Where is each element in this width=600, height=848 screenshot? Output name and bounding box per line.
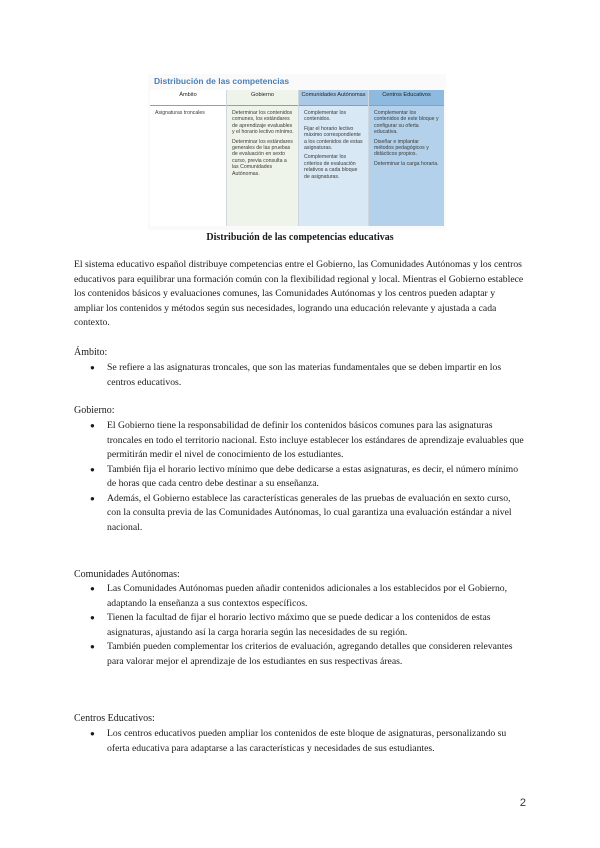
cell-ambito: Asignaturas troncales	[155, 110, 205, 116]
section-title-ambito: Ámbito:	[74, 347, 108, 358]
list-item: ● Los centros educativos pueden ampliar los contenidos de este bloque de asignaturas, personalizando su oferta educativa para adaptarse a las características y necesidades de sus estudiantes.	[90, 728, 507, 754]
column-header-ambito: Ámbito	[150, 90, 226, 106]
section-list-centros	[74, 727, 526, 756]
cell-gobierno-2: Determinar los estándares generales de las pruebas de evaluación en sexto curso, previa consulta a las Comunidades Autónomas.	[232, 138, 293, 177]
column-ccaa	[299, 90, 369, 226]
bullet-icon: ●	[90, 729, 95, 738]
bullet-icon: ●	[90, 642, 95, 651]
column-gobierno	[227, 90, 299, 226]
list-item: ● El Gobierno tiene la responsabilidad de definir los contenidos básicos comunes para las asignaturas troncales en todo el territorio nacional. Esto incluye establecer los estándares de aprendizaje evaluables que permitirán medir el nivel de conocimiento de los estudiantes.	[90, 420, 524, 460]
bullet-icon: ●	[90, 493, 95, 503]
section-title-gobierno: Gobierno:	[74, 405, 115, 416]
section-list-ambito	[74, 361, 526, 390]
list-item: ● Tienen la facultad de fijar el horario lectivo máximo que se puede dedicar a los contenidos de estas asignaturas, ajustando así la carga horaria según las necesidades de su región.	[90, 612, 491, 638]
section-title-ccaa: Comunidades Autónomas:	[74, 569, 180, 580]
figure-caption: Distribución de las competencias educativas	[206, 232, 394, 243]
bullet-icon: ●	[90, 363, 95, 372]
competencies-table-figure	[148, 74, 446, 230]
section-list-gobierno	[74, 419, 526, 535]
column-header-centros: Centros Educativos	[369, 90, 444, 106]
list-item: ● También fija el horario lectivo mínimo que debe dedicarse a estas asignaturas, es decir, el número mínimo de horas que cada centro debe destinar a su enseñanza.	[90, 463, 519, 489]
list-item: ● Se refiere a las asignaturas troncales, que son las materias fundamentales que se deben impartir en los centros educativos.	[90, 362, 502, 388]
bullet-icon: ●	[90, 613, 95, 622]
competencies-table	[150, 90, 444, 226]
list-item: ● Además, el Gobierno establece las características generales de las pruebas de evaluación en sexto curso, con la consulta previa de las Comunidades Autónomas, lo cual garantiza una evaluación estándar a nivel nacional.	[90, 492, 512, 533]
cell-centros-2: Diseñar e implantar métodos pedagógicos y didácticos propios.	[374, 138, 429, 158]
list-item: ● Las Comunidades Autónomas pueden añadir contenidos adicionales a los establecidos por el Gobierno, adaptando la enseñanza a sus contextos específicos.	[90, 583, 508, 609]
column-header-ccaa: Comunidades Autónomas	[299, 90, 368, 106]
cell-centros-1: Complementar los contenidos de este bloque y configurar su oferta educativa.	[374, 110, 439, 136]
cell-centros-3: Determinar la carga horaria.	[374, 160, 439, 167]
cell-ccaa-2: Fijar el horario lectivo máximo correspondiente a los contenidos de estas asignaturas.	[304, 125, 363, 152]
column-centros	[369, 90, 444, 226]
figure-title: Distribución de las competencias	[154, 76, 290, 86]
bullet-icon: ●	[90, 464, 95, 474]
column-header-gobierno: Gobierno	[227, 90, 298, 106]
page-number: 2	[519, 797, 526, 809]
bullet-icon: ●	[90, 421, 95, 430]
bullet-icon: ●	[90, 584, 95, 593]
cell-ccaa-1: Complementar los contenidos.	[304, 110, 347, 123]
column-ambito	[150, 90, 227, 226]
intro-paragraph: El sistema educativo español distribuye competencias entre el Gobierno, las Comunidades Autónomas y los centros educativos para equilibrar una formación común con la flexibilidad regional y local. Mientras el Gobierno establece los contenidos básicos y evaluaciones comunes, las Comunidades Autónomas y los centros pueden adaptar y ampliar los contenidos y métodos según sus necesidades, logrando una educación relevante y ajustada a cada contexto.	[74, 259, 524, 328]
section-list-ccaa	[74, 582, 526, 669]
cell-gobierno-1: Determinar los contenidos comunes, los estándares de aprendizaje evaluables y el horario lectivo mínimo.	[232, 110, 294, 136]
section-title-centros: Centros Educativos:	[74, 713, 155, 724]
cell-ccaa-3: Complementar los criterios de evaluación relativos a cada bloque de asignaturas.	[304, 154, 358, 180]
list-item: ● También pueden complementar los criterios de evaluación, agregando detalles que consideren relevantes para valorar mejor el aprendizaje de los estudiantes en sus respectivas áreas.	[90, 641, 513, 667]
